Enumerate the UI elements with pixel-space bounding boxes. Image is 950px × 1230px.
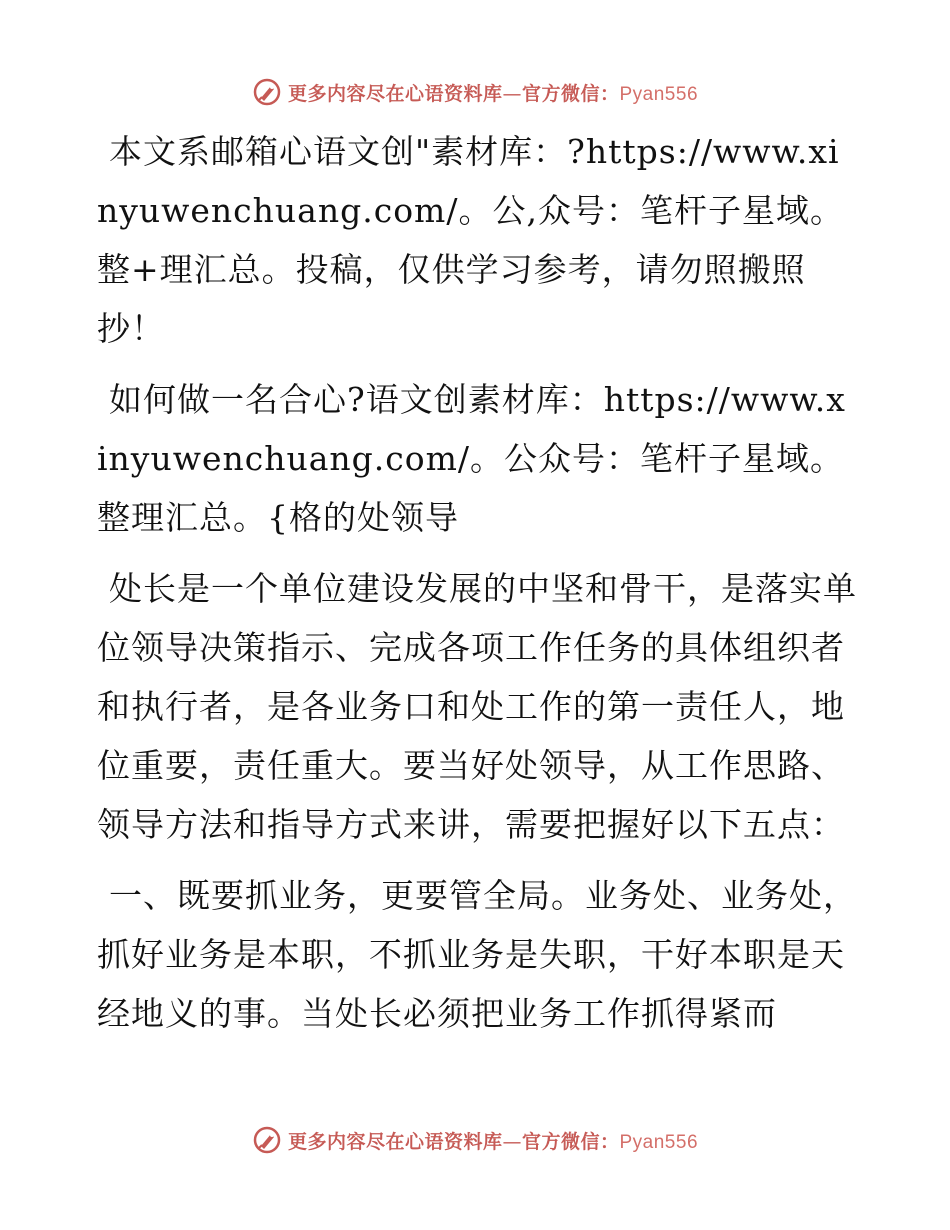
- banner-main-text: 更多内容尽在心语资料库: [287, 82, 503, 105]
- banner-wechat-label: 官方微信：: [521, 1130, 620, 1153]
- banner-wechat-id: Pyan556: [619, 1131, 699, 1153]
- banner-separator: —: [502, 1130, 522, 1153]
- footer-banner: [0, 1120, 950, 1160]
- banner-text: [288, 1127, 698, 1154]
- banner-main-text: 更多内容尽在心语资料库: [287, 1130, 503, 1153]
- banner-separator: —: [502, 82, 522, 105]
- banner-wechat-id: Pyan556: [619, 83, 699, 105]
- pen-nib-logo-icon: [252, 77, 282, 107]
- paragraph-intro: 处长是一个单位建设发展的中坚和骨干，是落实单位领导决策指示、完成各项工作任务的具体组织者和执行者，是各业务口和处工作的第一责任人，地位重要，责任重大。要当好处领导，从工作思路、领导方法和指导方式来讲，需要把握好以下五点：: [97, 569, 857, 844]
- paragraph-disclaimer: 本文系邮箱心语文创"素材库：?https://www.xinyuwenchuang.com/。公,众号：笔杆子星域。整+理汇总。投稿，仅供学习参考，请勿照搬照抄！: [97, 132, 844, 348]
- pen-nib-logo-icon: [252, 1125, 282, 1155]
- header-banner: [0, 72, 950, 112]
- paragraph-point-one: 一、既要抓业务，更要管全局。业务处、业务处，抓好业务是本职，不抓业务是失职，干好本职是天经地义的事。当处长必须把业务工作抓得紧而: [97, 876, 857, 1033]
- paragraph-title: 如何做一名合心?语文创素材库：https://www.xinyuwenchuang.com/。公众号：笔杆子星域。整理汇总。{格的处领导: [97, 380, 846, 537]
- banner-wechat-label: 官方微信：: [521, 82, 620, 105]
- document-body: [97, 122, 857, 1055]
- banner-text: [288, 79, 698, 106]
